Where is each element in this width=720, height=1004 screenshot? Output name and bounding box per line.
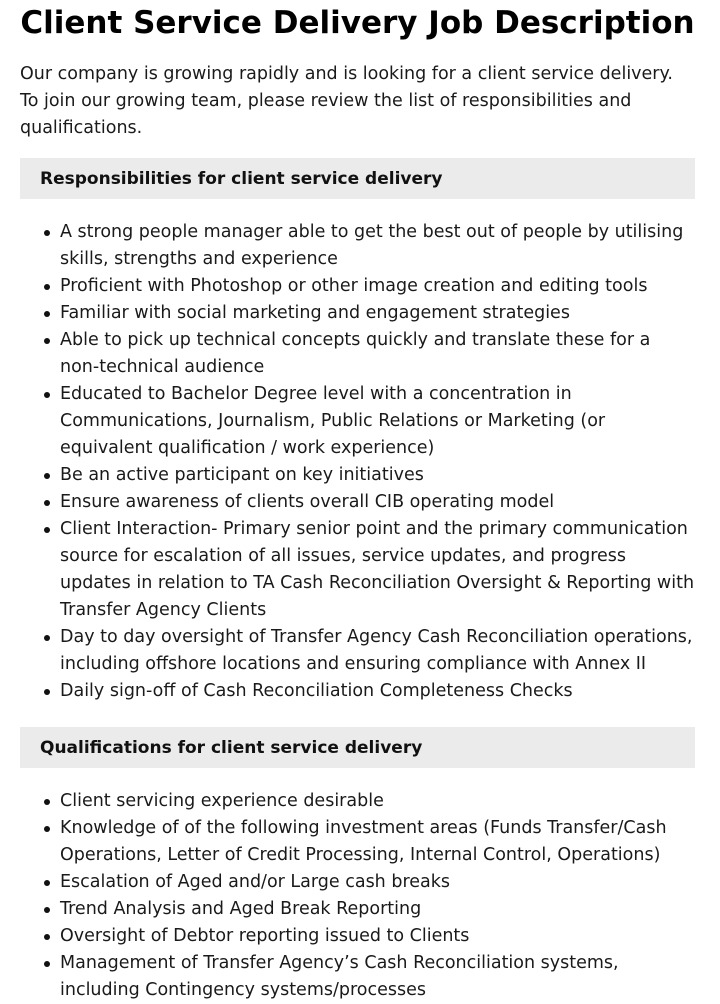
bullet-icon: [44, 689, 50, 695]
list-item: [60, 219, 695, 273]
list-item: [60, 815, 695, 869]
responsibilities-list: [20, 219, 695, 705]
job-description-page: [20, 0, 695, 1004]
list-item-text: Proficient with Photoshop or other image creation and editing tools: [60, 276, 648, 296]
list-item-text: Daily sign-off of Cash Reconciliation Completeness Checks: [60, 681, 573, 701]
page-title: Client Service Delivery Job Description: [20, 5, 695, 41]
bullet-icon: [44, 907, 50, 913]
list-item-text: Management of Transfer Agency’s Cash Reconciliation systems, including Contingency systems/processes: [60, 953, 619, 1000]
bullet-icon: [44, 311, 50, 317]
list-item-text: Client servicing experience desirable: [60, 791, 384, 811]
responsibilities-heading: Responsibilities for client service delivery: [20, 158, 695, 199]
list-item-text: Educated to Bachelor Degree level with a concentration in Communications, Journalism, Public Relations or Marketing (or equivalent qualification / work experience): [60, 384, 606, 458]
bullet-icon: [44, 961, 50, 967]
list-item: [60, 950, 695, 1004]
bullet-icon: [44, 284, 50, 290]
bullet-icon: [44, 799, 50, 805]
list-item-text: Be an active participant on key initiatives: [60, 465, 424, 485]
list-item: [60, 923, 695, 950]
bullet-icon: [44, 635, 50, 641]
list-item: [60, 462, 695, 489]
list-item: [60, 788, 695, 815]
list-item: [60, 381, 695, 462]
list-item: [60, 489, 695, 516]
list-item-text: Familiar with social marketing and engagement strategies: [60, 303, 570, 323]
list-item: [60, 896, 695, 923]
list-item: [60, 273, 695, 300]
bullet-icon: [44, 826, 50, 832]
bullet-icon: [44, 230, 50, 236]
list-item-text: Able to pick up technical concepts quickly and translate these for a non-technical audience: [60, 330, 651, 377]
list-item: [60, 300, 695, 327]
list-item: [60, 516, 695, 624]
list-item-text: Trend Analysis and Aged Break Reporting: [60, 899, 422, 919]
bullet-icon: [44, 880, 50, 886]
qualifications-heading: Qualifications for client service delivery: [20, 727, 695, 768]
bullet-icon: [44, 392, 50, 398]
bullet-icon: [44, 500, 50, 506]
bullet-icon: [44, 338, 50, 344]
list-item-text: Ensure awareness of clients overall CIB operating model: [60, 492, 555, 512]
qualifications-list: [20, 788, 695, 1004]
bullet-icon: [44, 527, 50, 533]
list-item-text: Escalation of Aged and/or Large cash breaks: [60, 872, 450, 892]
list-item: [60, 869, 695, 896]
list-item-text: Knowledge of of the following investment areas (Funds Transfer/Cash Operations, Letter of Credit Processing, Internal Control, Operations): [60, 818, 667, 865]
list-item: [60, 624, 695, 678]
list-item-text: Day to day oversight of Transfer Agency Cash Reconciliation operations, including offshore locations and ensuring compliance with Annex II: [60, 627, 693, 674]
bullet-icon: [44, 934, 50, 940]
list-item: [60, 327, 695, 381]
list-item-text: Client Interaction- Primary senior point and the primary communication source for escalation of all issues, service updates, and progress updates in relation to TA Cash Reconciliation Oversight & Reporting with Transfer Agency Clients: [60, 519, 695, 620]
bullet-icon: [44, 473, 50, 479]
list-item-text: Oversight of Debtor reporting issued to Clients: [60, 926, 470, 946]
list-item-text: A strong people manager able to get the best out of people by utilising skills, strengths and experience: [60, 222, 684, 269]
list-item: [60, 678, 695, 705]
intro-paragraph: Our company is growing rapidly and is looking for a client service delivery. To join our growing team, please review the list of responsibilities and qualifications.: [20, 64, 673, 138]
